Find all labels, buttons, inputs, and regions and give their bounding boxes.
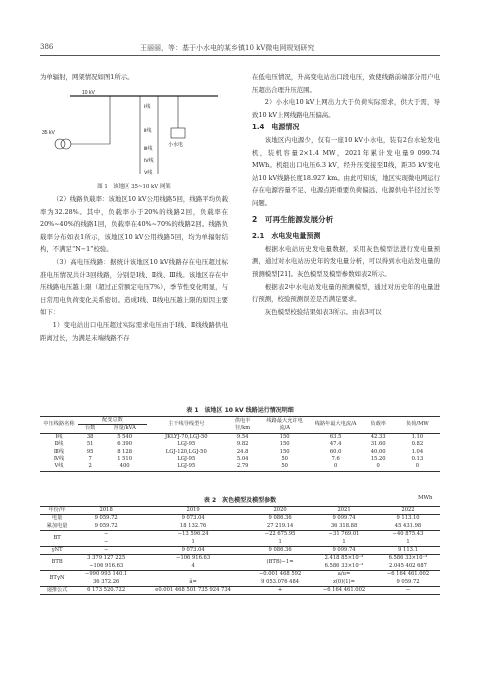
- table-cell: −0.001 468 592: [258, 571, 302, 578]
- table-cell: 50: [281, 456, 288, 463]
- table-cell: 150: [279, 448, 290, 455]
- table-cell: 0.82: [411, 441, 424, 448]
- table-cell: Ⅰ线: [55, 433, 63, 440]
- table-cell: 9 113.1: [398, 547, 418, 554]
- r-para-1: 在低电压情况，升高变电站出口段电压，致使线路前端部分用户电压超出合理升压范围。: [252, 73, 440, 94]
- t1-h-allow: 线路最大允许电流/A: [266, 417, 303, 431]
- table-cell: −: [405, 587, 411, 594]
- para-3: 1）变电站出口电压超过实际需求电压由于Ⅰ线、Ⅱ线线路供电距离过长，为满足末端线路不存: [40, 320, 228, 342]
- table-cell: JKLYJ-70,LGJ-50: [164, 433, 208, 440]
- table-cell: 1: [406, 538, 410, 545]
- table-cell: 2.418 85×10⁻³: [324, 555, 364, 562]
- svg-text:Ⅴ线: Ⅴ线: [144, 170, 153, 176]
- table-cell: 50: [281, 463, 288, 470]
- table-cell: 0.13: [411, 456, 424, 463]
- table-cell: 1: [191, 538, 195, 545]
- para-2: （3）高电压线路：据统计该地区10 kV线路存在电压超过标准电压情况共计3回线路，分别是Ⅰ线、Ⅱ线、Ⅲ线。该地区存在中压线路电压越上限（超过正常额定电压7%），季节性变化明显，与日常用电负荷变化关系密切。造成Ⅰ线、Ⅱ线电压越上限的原因主要如下：: [40, 257, 228, 317]
- table-cell: 7.6: [331, 456, 340, 463]
- table-cell: 18 132.76: [179, 522, 207, 529]
- t1-h-count: 台数: [84, 425, 96, 432]
- table-cell: BTγN: [49, 574, 65, 581]
- table-cell: 9 099.74: [332, 547, 356, 554]
- table-cell: 9 073.04: [181, 547, 205, 554]
- table-cell: 9 073.04: [181, 515, 205, 522]
- table-cell: −: [103, 547, 109, 554]
- table-cell: γNT: [51, 547, 63, 554]
- label-10kv: 10 kV: [82, 90, 95, 96]
- table-cell: BT: [53, 534, 61, 541]
- table-cell: 9.54: [236, 433, 249, 440]
- table-row: [40, 456, 440, 463]
- table-cell: 1: [342, 538, 346, 545]
- table-cell: LGJ-95: [177, 441, 196, 448]
- table-row: [40, 531, 440, 539]
- table-cell: 3 379 127 225: [87, 555, 126, 562]
- r-para-4: 根据水电站历史发电量数据，采用灰色模型法进行发电量预测，通过对水电站历史年的发电量分析，可以得到水电站发电量的预测模型[21]。灰色模型及模型参数如表2所示。: [252, 244, 440, 278]
- table-cell: Ⅴ线: [54, 463, 64, 470]
- table-cell: Ⅲ线: [53, 448, 65, 455]
- table-cell: 9 059.72: [94, 522, 118, 529]
- table-cell: 2022: [401, 507, 415, 513]
- table-cell: 47.4: [329, 441, 342, 448]
- table-cell: 60.0: [329, 448, 342, 455]
- table-cell: a/u=: [337, 571, 351, 578]
- left-column: [40, 71, 228, 84]
- table-cell: LGJ-95: [177, 456, 196, 463]
- table-cell: −6 164 461.002: [386, 571, 430, 578]
- table-row: [40, 515, 440, 523]
- table-cell: 6.586 33×10⁻³: [388, 555, 428, 562]
- table-cell: 63.5: [329, 433, 342, 440]
- table-cell: 9 059.72: [94, 515, 118, 522]
- table-cell: 31.60: [370, 441, 386, 448]
- para-0: 为单辐射，网架情况如图1所示。: [40, 73, 134, 81]
- transformer-35kv: [55, 139, 65, 149]
- table-cell: 150: [279, 441, 290, 448]
- table-cell: 2019: [186, 507, 200, 513]
- table-cell: 5 540: [117, 433, 133, 440]
- table-cell: 9 099.74: [332, 515, 356, 522]
- table-cell: 36 318.88: [330, 522, 358, 529]
- table-cell: 9.82: [236, 441, 249, 448]
- table-cell: 2: [88, 463, 92, 470]
- table-cell: 电量: [51, 515, 63, 522]
- table-cell: −: [103, 531, 109, 538]
- table-cell: Ⅳ线: [53, 456, 65, 463]
- table-cell: 27 219.14: [266, 522, 294, 529]
- table-row: [40, 507, 440, 515]
- table-cell: 9 053.076 484: [261, 578, 300, 585]
- table-cell: 95: [86, 448, 94, 455]
- table-cell: 9 086.36: [268, 547, 292, 554]
- table-cell: 累加电量: [46, 522, 68, 529]
- table-cell: 0: [334, 463, 338, 470]
- table-cell: 24.8: [236, 448, 249, 455]
- table-cell: +: [277, 587, 283, 594]
- t1-h-radius: 供电半径/km: [234, 417, 251, 431]
- figure-1-caption: 图 1 该地区 35~10 kV 网架: [97, 184, 171, 190]
- table-cell: 年份/年: [48, 507, 66, 513]
- table-cell: 36 372.26: [92, 578, 120, 585]
- label-35kv: 35 kV: [42, 130, 55, 136]
- left-column-body: [40, 193, 228, 344]
- svg-text:Ⅳ线: Ⅳ线: [144, 158, 154, 164]
- table-cell: 1: [278, 538, 282, 545]
- table-cell: 递推公式: [46, 587, 68, 594]
- r-para-5: 根据表2中水电站发电量的预测模型，通过对历史年的电量进行预测，校验预测误差是否满足要求。: [252, 282, 440, 304]
- table-row: [40, 433, 440, 441]
- t1-h-line: 中压线路名称: [43, 421, 75, 428]
- table-cell: 6 173 520.722: [87, 587, 126, 594]
- para-1: （2）线路负载率：该地区10 kV公用线路5回，线路平均负载率为32.28%。其中，负载率小于20%的线路2回，负载率在20%~40%的线路1回，负载率在40%~70%的线路2回。线路负载率分布如表1所示，该地区10 kV公用线路5回，均为单辐射结构，不满足“N−1”校验。: [40, 195, 228, 254]
- table-cell: 1 510: [117, 456, 133, 463]
- table-cell: (BTB)−1=: [266, 559, 294, 566]
- table-cell: −13 596.24: [177, 531, 209, 538]
- table-cell: 45 431.98: [394, 522, 422, 529]
- section-2: 2 可再生能源发展分析: [252, 214, 334, 224]
- page-number: 386: [40, 43, 54, 51]
- table-cell: −6 164 461.002: [322, 587, 366, 594]
- table-cell: LGJ-95: [177, 463, 196, 470]
- table-1-caption: 表 1 该地区 10 kV 线路运行情况明细: [186, 407, 294, 414]
- table-cell: 2021: [337, 507, 351, 513]
- t1-h-loadrate: 负载率: [370, 421, 386, 428]
- table-row: [40, 523, 440, 531]
- table-row: [40, 555, 440, 563]
- table-2-caption: 表 2 灰色模型及模型参数: [203, 497, 277, 504]
- table-row: [40, 587, 440, 595]
- table-cell: 42.33: [370, 433, 386, 440]
- table-cell: 15.20: [370, 456, 386, 463]
- r-para-6: 灰色模型校验结果如表3所示。由表3可以: [264, 307, 382, 316]
- table-row: [40, 441, 440, 448]
- table-row: [40, 547, 440, 555]
- table-row: [40, 563, 440, 571]
- table-cell: 9 113.10: [396, 515, 420, 522]
- table-cell: −106 916.63: [176, 555, 211, 562]
- table-cell: 400: [119, 463, 130, 470]
- t1-h-trunk: 主干线导线型号: [168, 421, 205, 428]
- table-cell: Ⅱ线: [54, 441, 64, 448]
- table-cell: −106 916.63: [89, 562, 124, 569]
- table-cell: −22 675.95: [264, 531, 296, 538]
- table-row: [40, 539, 440, 547]
- running-title: 王丽丽，等：基于小水电的某乡镇10 kV微电网规划研究: [140, 44, 315, 52]
- table-cell: 9 059.72: [396, 578, 420, 585]
- table-cell: BTB: [51, 559, 63, 566]
- table-cell: −990 993 140.1: [85, 571, 128, 578]
- t1-h-yearmax: 线路年最大电流/A: [314, 421, 357, 428]
- table-1: [40, 416, 440, 472]
- figure-1: [40, 88, 228, 180]
- table-row: [40, 571, 440, 579]
- t1-h-loadmw: 负荷/MW: [405, 421, 429, 428]
- table-cell: 8 128: [117, 448, 133, 455]
- table-row: [40, 463, 440, 471]
- table-cell: 51: [86, 441, 94, 448]
- table-cell: 1.10: [411, 433, 424, 440]
- table-cell: 2.045 402 687: [389, 562, 427, 569]
- table-2-unit: MWh: [418, 495, 433, 501]
- section-2-1: 2.1 水电发电量预测: [252, 232, 321, 241]
- table-cell: 40.00: [370, 448, 386, 455]
- table-cell: 2020: [273, 507, 287, 513]
- table-cell: 38: [86, 433, 94, 440]
- section-1-4: 1.4 电源情况: [252, 123, 300, 132]
- table-cell: −: [103, 538, 109, 545]
- table-cell: 7: [88, 456, 92, 463]
- r-para-3: 该地区内电源少，仅有一座10 kV小水电，装有2台水轮发电机，装机容量2×1.4 MW，2021年累计发电量9 099.74 MWh。机组出口电压6.3 kV，经升压变接至Ⅱ线，距35 kV变电站10 kV线路长度18.927 km。由此可知该，地区实现微电网运行存在电源容量不足、电源点距重要负荷偏远、电源供电半径过长等问题。: [252, 135, 440, 207]
- table-cell: LGJ-120,LGJ-50: [165, 448, 207, 455]
- table-row: [40, 579, 440, 587]
- table-cell: −31 769.01: [328, 531, 360, 538]
- table-2: [40, 506, 440, 595]
- table-cell: 4: [191, 562, 195, 569]
- t1-h-capacity: 容量/kVA: [113, 425, 136, 432]
- table-cell: [138, 571, 248, 579]
- svg-text:Ⅱ线: Ⅱ线: [144, 128, 152, 134]
- table-cell: 150: [279, 433, 290, 440]
- svg-text:Ⅲ线: Ⅲ线: [144, 146, 153, 152]
- table-cell: 0: [415, 463, 420, 470]
- table-cell: −40 875.43: [392, 531, 424, 538]
- table-cell: 6.586 33×10⁻³: [324, 562, 364, 569]
- grid-diagram: [40, 88, 228, 180]
- label-hydro: 小水电: [168, 142, 184, 148]
- table-cell: z(0)(1)=: [333, 578, 355, 585]
- table-cell: e0.001 468 501 735 924 734: [155, 587, 231, 594]
- table-cell: 0: [376, 463, 380, 470]
- table-cell: 9 086.36: [268, 515, 292, 522]
- table-cell: â=: [189, 578, 197, 585]
- table-cell: 1.04: [411, 448, 424, 455]
- table-cell: 6 390: [117, 441, 133, 448]
- r-para-2: 2）小水电10 kV上网出力大于负荷实际需求，供大于需，导致10 kV上网线路电压偏高。: [252, 98, 440, 119]
- t1-h-transformer: 配变总数: [78, 417, 147, 425]
- table-cell: 2018: [99, 507, 113, 513]
- svg-text:Ⅰ线: Ⅰ线: [144, 104, 151, 110]
- header-rule: [40, 55, 440, 56]
- table-cell: 5.04: [236, 456, 249, 463]
- table-row: [40, 449, 440, 456]
- table-cell: 2.79: [236, 463, 249, 470]
- right-column: [252, 71, 440, 318]
